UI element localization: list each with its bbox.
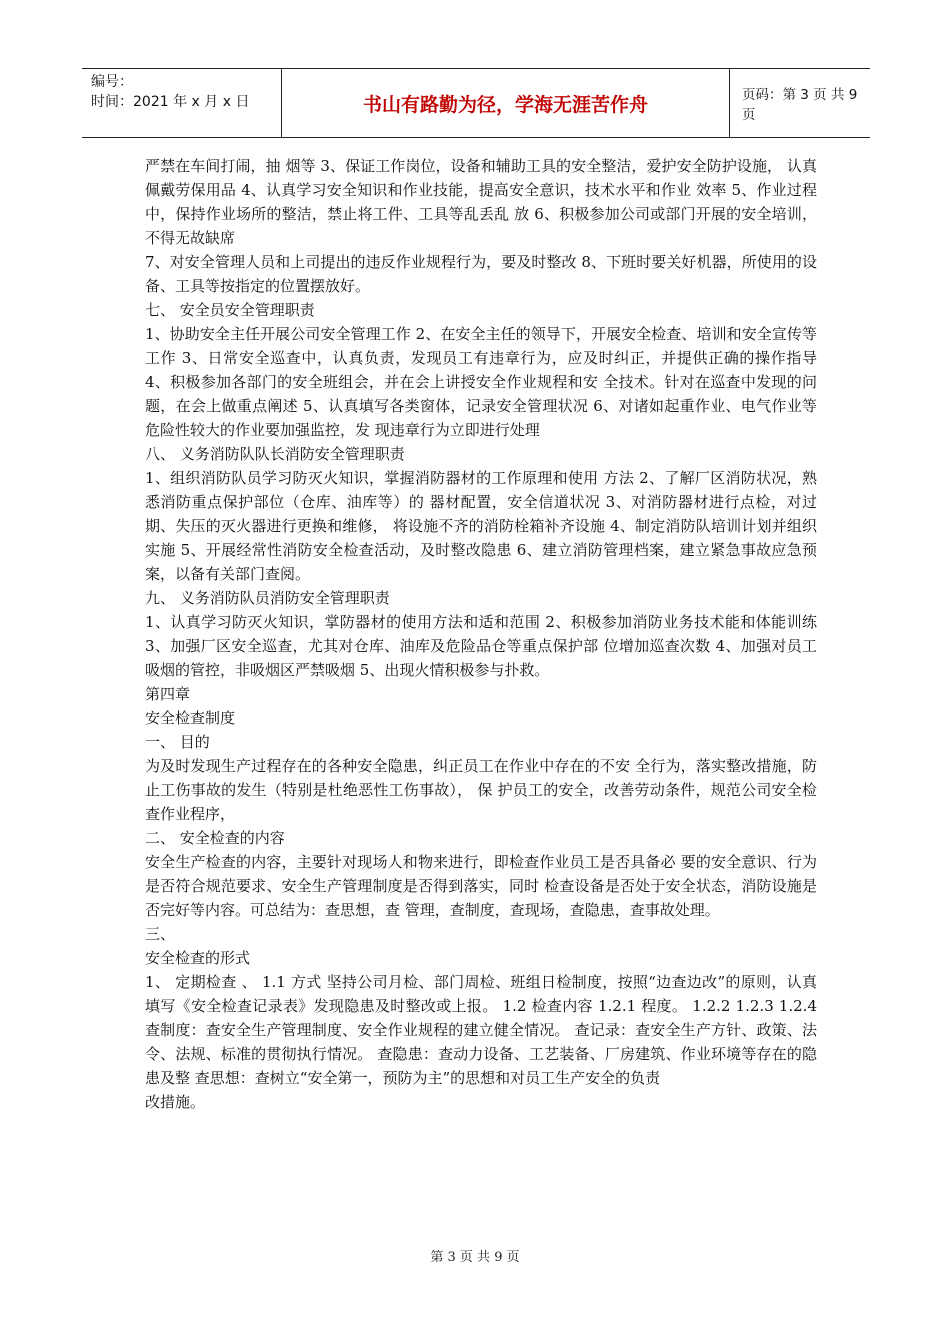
- header-page-info: 页码：第 3 页 共 9 页: [742, 87, 858, 123]
- chapter-heading: 第四章: [145, 685, 191, 703]
- section-heading: 九、 义务消防队员消防安全管理职责: [145, 589, 390, 607]
- paragraph: 1、组织消防队员学习防灭火知识，掌握消防器材的工作原理和使用 方法 2、了解厂区消防状况，熟悉消防重点保护部位（仓库、油库等）的 器材配置，安全信道状况 3、对消防器材进行点检，对过期、失压的灭火器进行更换和维修， 将设施不齐的消防栓箱补齐设施 4、制定消防队培训计划并组织实施 5、开展经常性消防安全检查活动，及时整改隐患 6、建立消防管理档案，建立紧急事故应急预案，以备有关部门查阅。: [145, 469, 817, 583]
- document-number-label: 编号：: [91, 74, 133, 90]
- paragraph: 1、协助安全主任开展公司安全管理工作 2、在安全主任的领导下，开展安全检查、培训和安全宣传等工作 3、日常安全巡查中，认真负责，发现员工有违章行为，应及时纠正，并提供正确的操作指导 4、积极参加各部门的安全班组会，并在会上讲授安全作业规程和安 全技术。针对在巡查中发现的问题，在会上做重点阐述 5、认真填写各类窗体，记录安全管理状况 6、对诸如起重作业、电气作业等危险性较大的作业要加强监控，发 现违章行为立即进行处理: [145, 325, 817, 439]
- paragraph: 1、认真学习防灭火知识，掌防器材的使用方法和适和范围 2、积极参加消防业务技术能和体能训练 3、加强厂区安全巡查，尤其对仓库、油库及危险品仓等重点保护部 位增加巡查次数 4、加强对员工吸烟的管控，非吸烟区严禁吸烟 5、出现火情积极参与扑救。: [145, 613, 817, 679]
- header-motto: 书山有路勤为径，学海无涯苦作舟: [282, 69, 730, 137]
- document-body: [145, 154, 817, 1114]
- section-heading: 安全检查的形式: [145, 949, 251, 967]
- section-heading: 七、 安全员安全管理职责: [145, 301, 315, 319]
- page-footer: 第 3 页 共 9 页: [430, 1250, 520, 1265]
- document-date: 时间：2021 年 x 月 x 日: [91, 94, 250, 110]
- paragraph: 改措施。: [145, 1093, 206, 1111]
- section-heading: 一、 目的: [145, 733, 210, 751]
- header-meta: [82, 69, 282, 137]
- section-heading: 三、: [145, 925, 176, 943]
- chapter-title: 安全检查制度: [145, 709, 236, 727]
- paragraph: 严禁在车间打闹，抽 烟等 3、保证工作岗位，设备和辅助工具的安全整洁，爱护安全防护设施， 认真佩戴劳保用品 4、认真学习安全知识和作业技能，提高安全意识，技术水平和作业 效率 5、作业过程中，保持作业场所的整洁，禁止将工件、工具等乱丢乱 放 6、积极参加公司或部门开展的安全培训，不得无故缺席: [145, 157, 817, 247]
- paragraph: 7、对安全管理人员和上司提出的违反作业规程行为，要及时整改 8、下班时要关好机器，所使用的设备、工具等按指定的位置摆放好。: [145, 253, 817, 295]
- paragraph: 1、 定期检查 、 1.1 方式 坚持公司月检、部门周检、班组日检制度，按照“边查边改”的原则，认真 填写《安全检查记录表》发现隐患及时整改或上报。 1.2 检查内容 1.2.1 程度。 1.2.2 1.2.3 1.2.4 查制度：查安全生产管理制度、安全作业规程的建立健全情况。 查记录：查安全生产方针、政策、法令、法规、标准的贯彻执行情况。 查隐患：查动力设备、工艺装备、厂房建筑、作业环境等存在的隐患及整 查思想：查树立“安全第一，预防为主”的思想和对员工生产安全的负责: [145, 973, 817, 1087]
- section-heading: 二、 安全检查的内容: [145, 829, 285, 847]
- paragraph: 安全生产检查的内容，主要针对现场人和物来进行，即检查作业员工是否具备必 要的安全意识、行为是否符合规范要求、安全生产管理制度是否得到落实，同时 检查设备是否处于安全状态，消防设施是否完好等内容。可总结为：查思想，查 管理，查制度，查现场，查隐患，查事故处理。: [145, 853, 817, 919]
- paragraph: 为及时发现生产过程存在的各种安全隐患，纠正员工在作业中存在的不安 全行为，落实整改措施，防止工伤事故的发生（特别是杜绝恶性工伤事故）， 保 护员工的安全，改善劳动条件，规范公司安全检查作业程序，: [145, 757, 817, 823]
- page-header: [82, 68, 870, 138]
- section-heading: 八、 义务消防队队长消防安全管理职责: [145, 445, 405, 463]
